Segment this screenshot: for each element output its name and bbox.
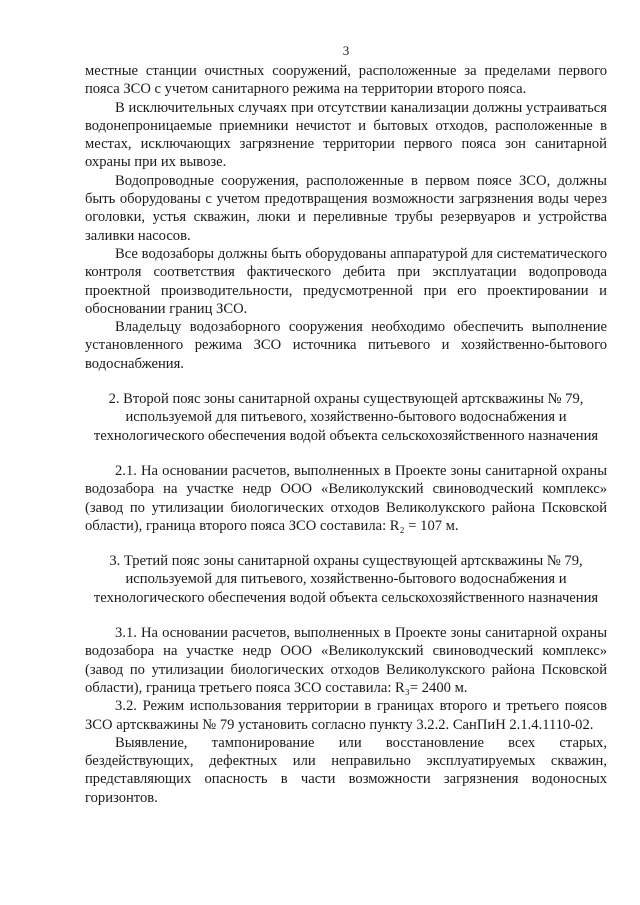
spacer	[85, 373, 607, 390]
paragraph: Водопроводные сооружения, расположенные в первом поясе ЗСО, должны быть оборудованы с учетом предотвращения возможности загрязнения воды через оголовки, устья скважин, люки и переливные трубы резервуаров и устройства заливки насосов.	[85, 172, 607, 244]
paragraph: Выявление, тампонирование или восстановление всех старых, бездействующих, дефектных или неправильно эксплуатируемых скважин, представляющих опасность в части возможности загрязнения водоносных горизонтов.	[85, 734, 607, 806]
section-heading: 2. Второй пояс зоны санитарной охраны существующей артскважины № 79, используемой для питьевого, хозяйственно-бытового водоснабжения и технологического обеспечения водой объекта сельскохозяйственного назначения	[93, 391, 599, 444]
paragraph: 3.2. Режим использования территории в границах второго и третьего поясов ЗСО артскважины № 79 установить согласно пункту 3.2.2. СанПиН 2.1.4.1110-02.	[85, 698, 607, 733]
paragraph: Владельцу водозаборного сооружения необходимо обеспечить выполнение установленного режима ЗСО источника питьевого и хозяйственно-бытового водоснабжения.	[85, 319, 607, 372]
paragraph: местные станции очистных сооружений, расположенные за пределами первого пояса ЗСО с учетом санитарного режима на территории второго пояса.	[85, 63, 607, 98]
paragraph: 2.1. На основании расчетов, выполненных в Проекте зоны санитарной охраны водозабора на участке недр ООО «Великолукский свиноводческий комплекс» (завод по утилизации биологических отходов Великолукского района Псковской области), граница второго пояса ЗСО составила: R₂ = 107 м.	[85, 462, 607, 534]
spacer	[85, 445, 607, 462]
paragraph: Все водозаборы должны быть оборудованы аппаратурой для систематического контроля соответствия фактического дебита при эксплуатации водопровода проектной производительности, предусмотренной при его проектировании и обосновании границ ЗСО.	[85, 245, 607, 317]
spacer	[85, 607, 607, 624]
document-page	[85, 44, 607, 807]
paragraph: 3.1. На основании расчетов, выполненных в Проекте зоны санитарной охраны водозабора на участке недр ООО «Великолукский свиноводческий комплекс» (завод по утилизации биологических отходов Великолукского района Псковской области), граница третьего пояса ЗСО составила: R₃= 2400 м.	[85, 625, 607, 696]
spacer	[85, 535, 607, 552]
paragraph: В исключительных случаях при отсутствии канализации должны устраиваться водонепроницаемые приемники нечистот и бытовых отходов, расположенные в местах, исключающих загрязнение территории первого пояса зон санитарной охраны при их вывозе.	[85, 99, 607, 171]
section-heading: 3. Третий пояс зоны санитарной охраны существующей артскважины № 79, используемой для питьевого, хозяйственно-бытового водоснабжения и технологического обеспечения водой объекта сельскохозяйственного назначения	[93, 553, 599, 606]
page-number: 3	[342, 43, 350, 58]
